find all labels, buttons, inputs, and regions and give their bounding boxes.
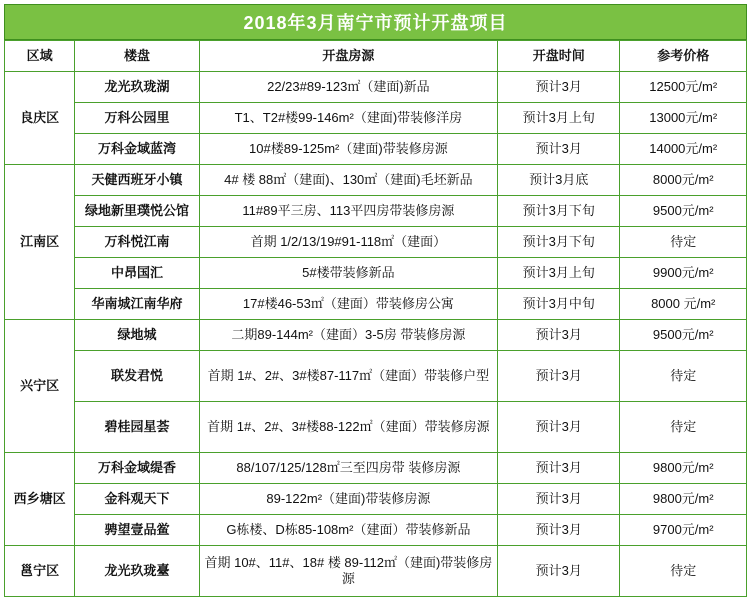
project-name-cell: 绿地城 — [75, 320, 200, 351]
table-row — [5, 515, 747, 546]
project-source-cell: 17#楼46-53㎡（建面）带装修房公寓 — [199, 289, 497, 320]
table-row — [5, 453, 747, 484]
open-time-cell: 预计3月 — [497, 320, 619, 351]
project-name-cell: 万科金域蓝湾 — [75, 134, 200, 165]
table-row — [5, 165, 747, 196]
table-header-row — [5, 41, 747, 72]
project-name-cell: 龙光玖珑臺 — [75, 546, 200, 597]
table-row — [5, 320, 747, 351]
reference-price-cell: 9900元/m² — [620, 258, 747, 289]
project-name-cell: 万科金域缇香 — [75, 453, 200, 484]
column-header-price: 参考价格 — [620, 41, 747, 72]
project-name-cell: 联发君悦 — [75, 351, 200, 402]
open-time-cell: 预计3月 — [497, 453, 619, 484]
table-row — [5, 289, 747, 320]
column-header-time: 开盘时间 — [497, 41, 619, 72]
reference-price-cell: 9700元/m² — [620, 515, 747, 546]
table-row — [5, 196, 747, 227]
reference-price-cell: 12500元/m² — [620, 72, 747, 103]
reference-price-cell: 待定 — [620, 402, 747, 453]
page-title: 2018年3月南宁市预计开盘项目 — [243, 13, 508, 33]
open-time-cell: 预计3月下旬 — [497, 227, 619, 258]
column-header-region: 区域 — [5, 41, 75, 72]
reference-price-cell: 待定 — [620, 351, 747, 402]
project-source-cell: 89-122m²（建面)带装修房源 — [199, 484, 497, 515]
project-source-cell: 10#楼89-125m²（建面)带装修房源 — [199, 134, 497, 165]
reference-price-cell: 9800元/m² — [620, 484, 747, 515]
open-time-cell: 预计3月中旬 — [497, 289, 619, 320]
table-row — [5, 72, 747, 103]
project-source-cell: 首期 1#、2#、3#楼87-117㎡（建面）带装修户型 — [199, 351, 497, 402]
open-time-cell: 预计3月 — [497, 546, 619, 597]
project-source-cell: 88/107/125/128㎡三至四房带 装修房源 — [199, 453, 497, 484]
project-source-cell: 首期 1/2/13/19#91-118㎡（建面） — [199, 227, 497, 258]
project-name-cell: 绿地新里璞悦公馆 — [75, 196, 200, 227]
table-row — [5, 351, 747, 402]
reference-price-cell: 9800元/m² — [620, 453, 747, 484]
open-time-cell: 预计3月底 — [497, 165, 619, 196]
project-name-cell: 华南城江南华府 — [75, 289, 200, 320]
open-time-cell: 预计3月下旬 — [497, 196, 619, 227]
table-row — [5, 227, 747, 258]
project-source-cell: T1、T2#楼99-146m²（建面)带装修洋房 — [199, 103, 497, 134]
region-cell: 兴宁区 — [5, 320, 75, 453]
column-header-source: 开盘房源 — [199, 41, 497, 72]
table-row — [5, 134, 747, 165]
table-row — [5, 484, 747, 515]
reference-price-cell: 9500元/m² — [620, 320, 747, 351]
open-time-cell: 预计3月上旬 — [497, 258, 619, 289]
project-source-cell: G栋楼、D栋85-108m²（建面）带装修新品 — [199, 515, 497, 546]
projects-table — [4, 40, 747, 597]
project-name-cell: 天健西班牙小镇 — [75, 165, 200, 196]
table-row — [5, 402, 747, 453]
project-source-cell: 首期 1#、2#、3#楼88-122㎡（建面）带装修房源 — [199, 402, 497, 453]
reference-price-cell: 待定 — [620, 227, 747, 258]
region-cell: 良庆区 — [5, 72, 75, 165]
project-source-cell: 22/23#89-123㎡（建面)新品 — [199, 72, 497, 103]
table-row — [5, 258, 747, 289]
reference-price-cell: 8000 元/m² — [620, 289, 747, 320]
project-name-cell: 金科观天下 — [75, 484, 200, 515]
reference-price-cell: 8000元/m² — [620, 165, 747, 196]
open-time-cell: 预计3月 — [497, 402, 619, 453]
column-header-project: 楼盘 — [75, 41, 200, 72]
table-header — [5, 41, 747, 72]
reference-price-cell: 9500元/m² — [620, 196, 747, 227]
project-source-cell: 11#89平三房、113平四房带装修房源 — [199, 196, 497, 227]
reference-price-cell: 待定 — [620, 546, 747, 597]
project-source-cell: 二期89-144m²（建面）3-5房 带装修房源 — [199, 320, 497, 351]
open-time-cell: 预计3月 — [497, 515, 619, 546]
project-name-cell: 龙光玖珑湖 — [75, 72, 200, 103]
region-cell: 西乡塘区 — [5, 453, 75, 546]
project-source-cell: 5#楼带装修新品 — [199, 258, 497, 289]
open-time-cell: 预计3月 — [497, 351, 619, 402]
open-time-cell: 预计3月 — [497, 134, 619, 165]
open-time-cell: 预计3月 — [497, 72, 619, 103]
project-source-cell: 首期 10#、11#、18# 楼 89-112㎡（建面)带装修房源 — [199, 546, 497, 597]
project-name-cell: 骋望壹品鲎 — [75, 515, 200, 546]
project-name-cell: 万科公园里 — [75, 103, 200, 134]
table-row — [5, 103, 747, 134]
region-cell: 江南区 — [5, 165, 75, 320]
open-time-cell: 预计3月 — [497, 484, 619, 515]
reference-price-cell: 14000元/m² — [620, 134, 747, 165]
reference-price-cell: 13000元/m² — [620, 103, 747, 134]
project-name-cell: 碧桂园星荟 — [75, 402, 200, 453]
project-name-cell: 万科悦江南 — [75, 227, 200, 258]
region-cell: 邕宁区 — [5, 546, 75, 597]
table-row — [5, 546, 747, 597]
table-body — [5, 72, 747, 597]
document-title-bar — [4, 4, 747, 40]
open-time-cell: 预计3月上旬 — [497, 103, 619, 134]
project-source-cell: 4# 楼 88㎡（建面)、130㎡（建面)毛坯新品 — [199, 165, 497, 196]
project-name-cell: 中昂国汇 — [75, 258, 200, 289]
